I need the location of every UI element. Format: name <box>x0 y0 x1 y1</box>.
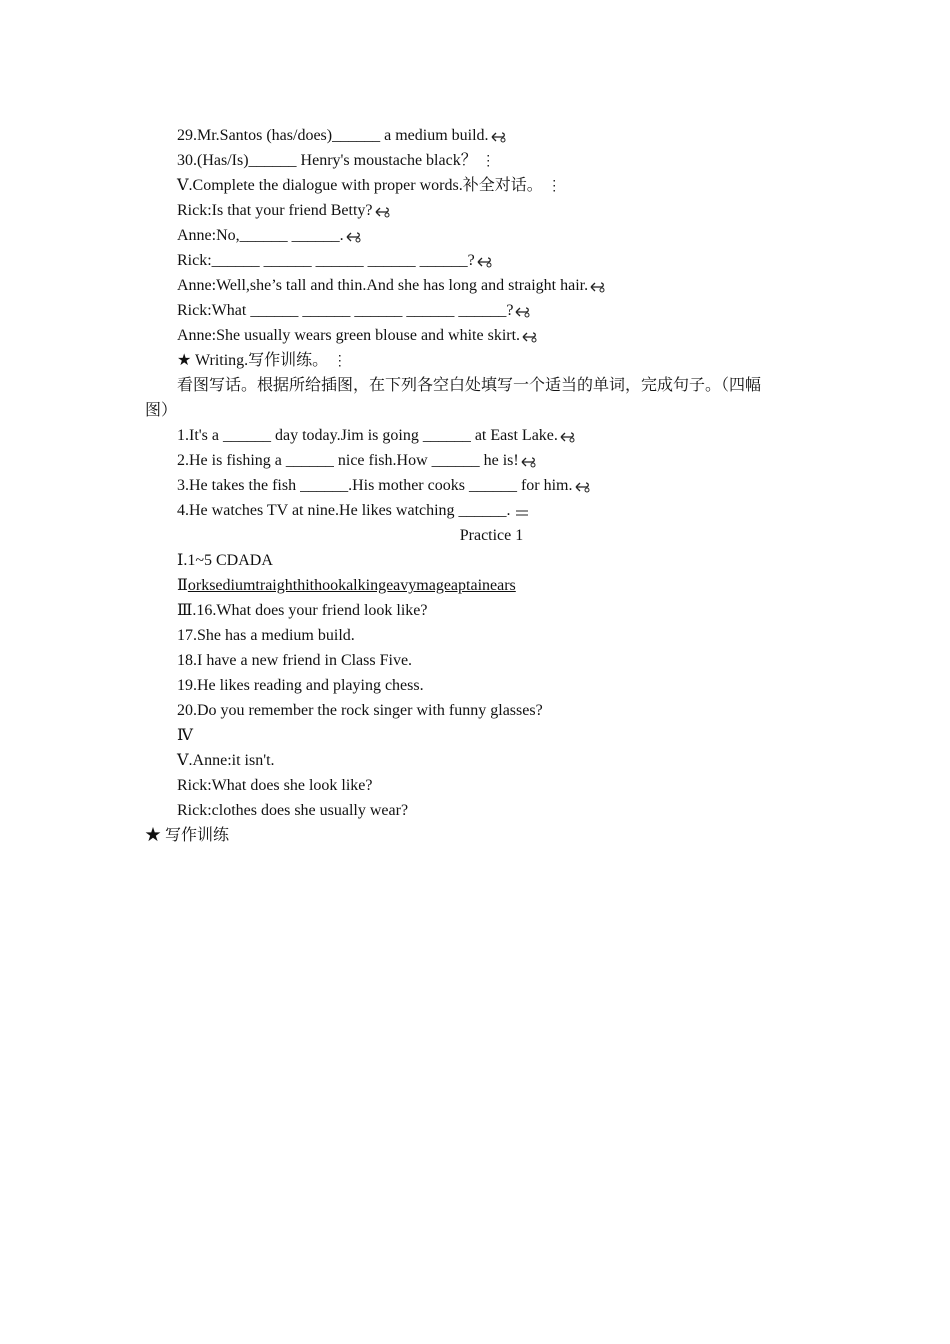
carriage-return-icon <box>559 425 577 449</box>
carriage-return-icon <box>345 225 363 249</box>
answer-17 <box>177 624 355 648</box>
writing-item-4 <box>177 499 529 523</box>
answer-section-5 <box>177 749 275 773</box>
answers-title <box>0 524 950 548</box>
writing-instruction-line-2 <box>145 399 177 423</box>
carriage-return-icon <box>589 275 607 299</box>
carriage-return-icon <box>521 325 539 349</box>
question-30-text: 30.(Has/Is)______ Henry's moustache black？ <box>177 152 477 169</box>
answer-writing-title-text: ★ 写作训练 <box>145 827 230 844</box>
dialogue-line-5 <box>177 299 532 323</box>
carriage-return-icon <box>490 125 508 149</box>
answer-20-text: 20.Do you remember the rock singer with funny glasses? <box>177 702 543 719</box>
answer-section-1-text: Ⅰ.1~5 CDADA <box>177 552 273 569</box>
writing-instruction-line-1 <box>177 374 761 398</box>
writing-item-3-text: 3.He takes the fish ______.His mother cooks ______ for him. <box>177 477 573 494</box>
writing-title <box>177 349 347 373</box>
dialogue-line-4 <box>177 274 607 298</box>
vertical-dots-icon: ⋮ <box>477 154 496 169</box>
carriage-return-icon <box>514 300 532 324</box>
answer-18-text: 18.I have a new friend in Class Five. <box>177 652 413 669</box>
answer-writing-title <box>145 824 229 848</box>
answers-title-text: Practice 1 <box>459 527 524 544</box>
dialogue-line-2 <box>177 224 363 248</box>
dialogue-line-4-text: Anne:Well,she’s tall and thin.And she has long and straight hair. <box>177 277 589 294</box>
dialogue-line-6-text: Anne:She usually wears green blouse and white skirt. <box>177 327 521 344</box>
question-29 <box>177 124 508 148</box>
writing-item-1 <box>177 424 577 448</box>
answer-section-5-line-3-text: Rick:clothes does she usually wear? <box>177 802 409 819</box>
writing-instruction-text-1: 看图写话。根据所给插图，在下列各空白处填写一个适当的单词，完成句子。（四幅 <box>177 377 762 394</box>
dialogue-line-6 <box>177 324 539 348</box>
vertical-dots-icon: ⋮ <box>329 354 347 369</box>
writing-instruction-text-2: 图） <box>145 402 178 419</box>
dialogue-line-3 <box>177 249 494 273</box>
writing-title-text: ★ Writing.写作训练。 <box>177 352 329 369</box>
answer-section-4-text: Ⅳ <box>177 727 193 744</box>
carriage-return-icon <box>574 475 592 499</box>
dialogue-line-3-text: Rick:______ ______ ______ ______ ______? <box>177 252 475 269</box>
dialogue-line-5-text: Rick:What ______ ______ ______ ______ ______? <box>177 302 514 319</box>
question-30 <box>177 149 495 173</box>
answer-section-3-text: Ⅲ.16.What does your friend look like? <box>177 602 428 619</box>
writing-item-2-text: 2.He is fishing a ______ nice fish.How ______ he is! <box>177 452 519 469</box>
paragraph-end-icon <box>512 500 530 524</box>
answer-section-2-text: orksediumtraighthithookalkingeavymageaptainears <box>187 577 516 594</box>
answer-section-5-line-2 <box>177 774 373 798</box>
answer-18 <box>177 649 412 673</box>
writing-item-2 <box>177 449 538 473</box>
dialogue-line-1 <box>177 199 392 223</box>
vertical-dots-icon: ⋮ <box>543 179 562 194</box>
carriage-return-icon <box>520 450 538 474</box>
answer-19-text: 19.He likes reading and playing chess. <box>177 677 424 694</box>
carriage-return-icon <box>476 250 494 274</box>
answer-section-3 <box>177 599 427 623</box>
answer-17-text: 17.She has a medium build. <box>177 627 355 644</box>
writing-item-3 <box>177 474 592 498</box>
question-29-text: 29.Mr.Santos (has/does)______ a medium build. <box>177 127 489 144</box>
answer-section-4 <box>177 724 193 748</box>
carriage-return-icon <box>374 200 392 224</box>
answer-section-2 <box>177 574 516 598</box>
answer-section-5-text: Ⅴ.Anne:it isn't. <box>177 752 275 769</box>
answer-19 <box>177 674 424 698</box>
dialogue-line-1-text: Rick:Is that your friend Betty? <box>177 202 373 219</box>
dialogue-line-2-text: Anne:No,______ ______. <box>177 227 344 244</box>
section-5-title <box>177 174 561 198</box>
answer-section-5-line-2-text: Rick:What does she look like? <box>177 777 373 794</box>
section-5-title-text: Ⅴ.Complete the dialogue with proper words.补全对话。 <box>177 177 543 194</box>
writing-item-4-text: 4.He watches TV at nine.He likes watching ______. <box>177 502 511 519</box>
answer-section-5-line-3 <box>177 799 408 823</box>
answer-section-1 <box>177 549 273 573</box>
writing-item-1-text: 1.It's a ______ day today.Jim is going ______ at East Lake. <box>177 427 558 444</box>
answer-20 <box>177 699 543 723</box>
answer-section-2-label: Ⅱ <box>177 577 188 594</box>
